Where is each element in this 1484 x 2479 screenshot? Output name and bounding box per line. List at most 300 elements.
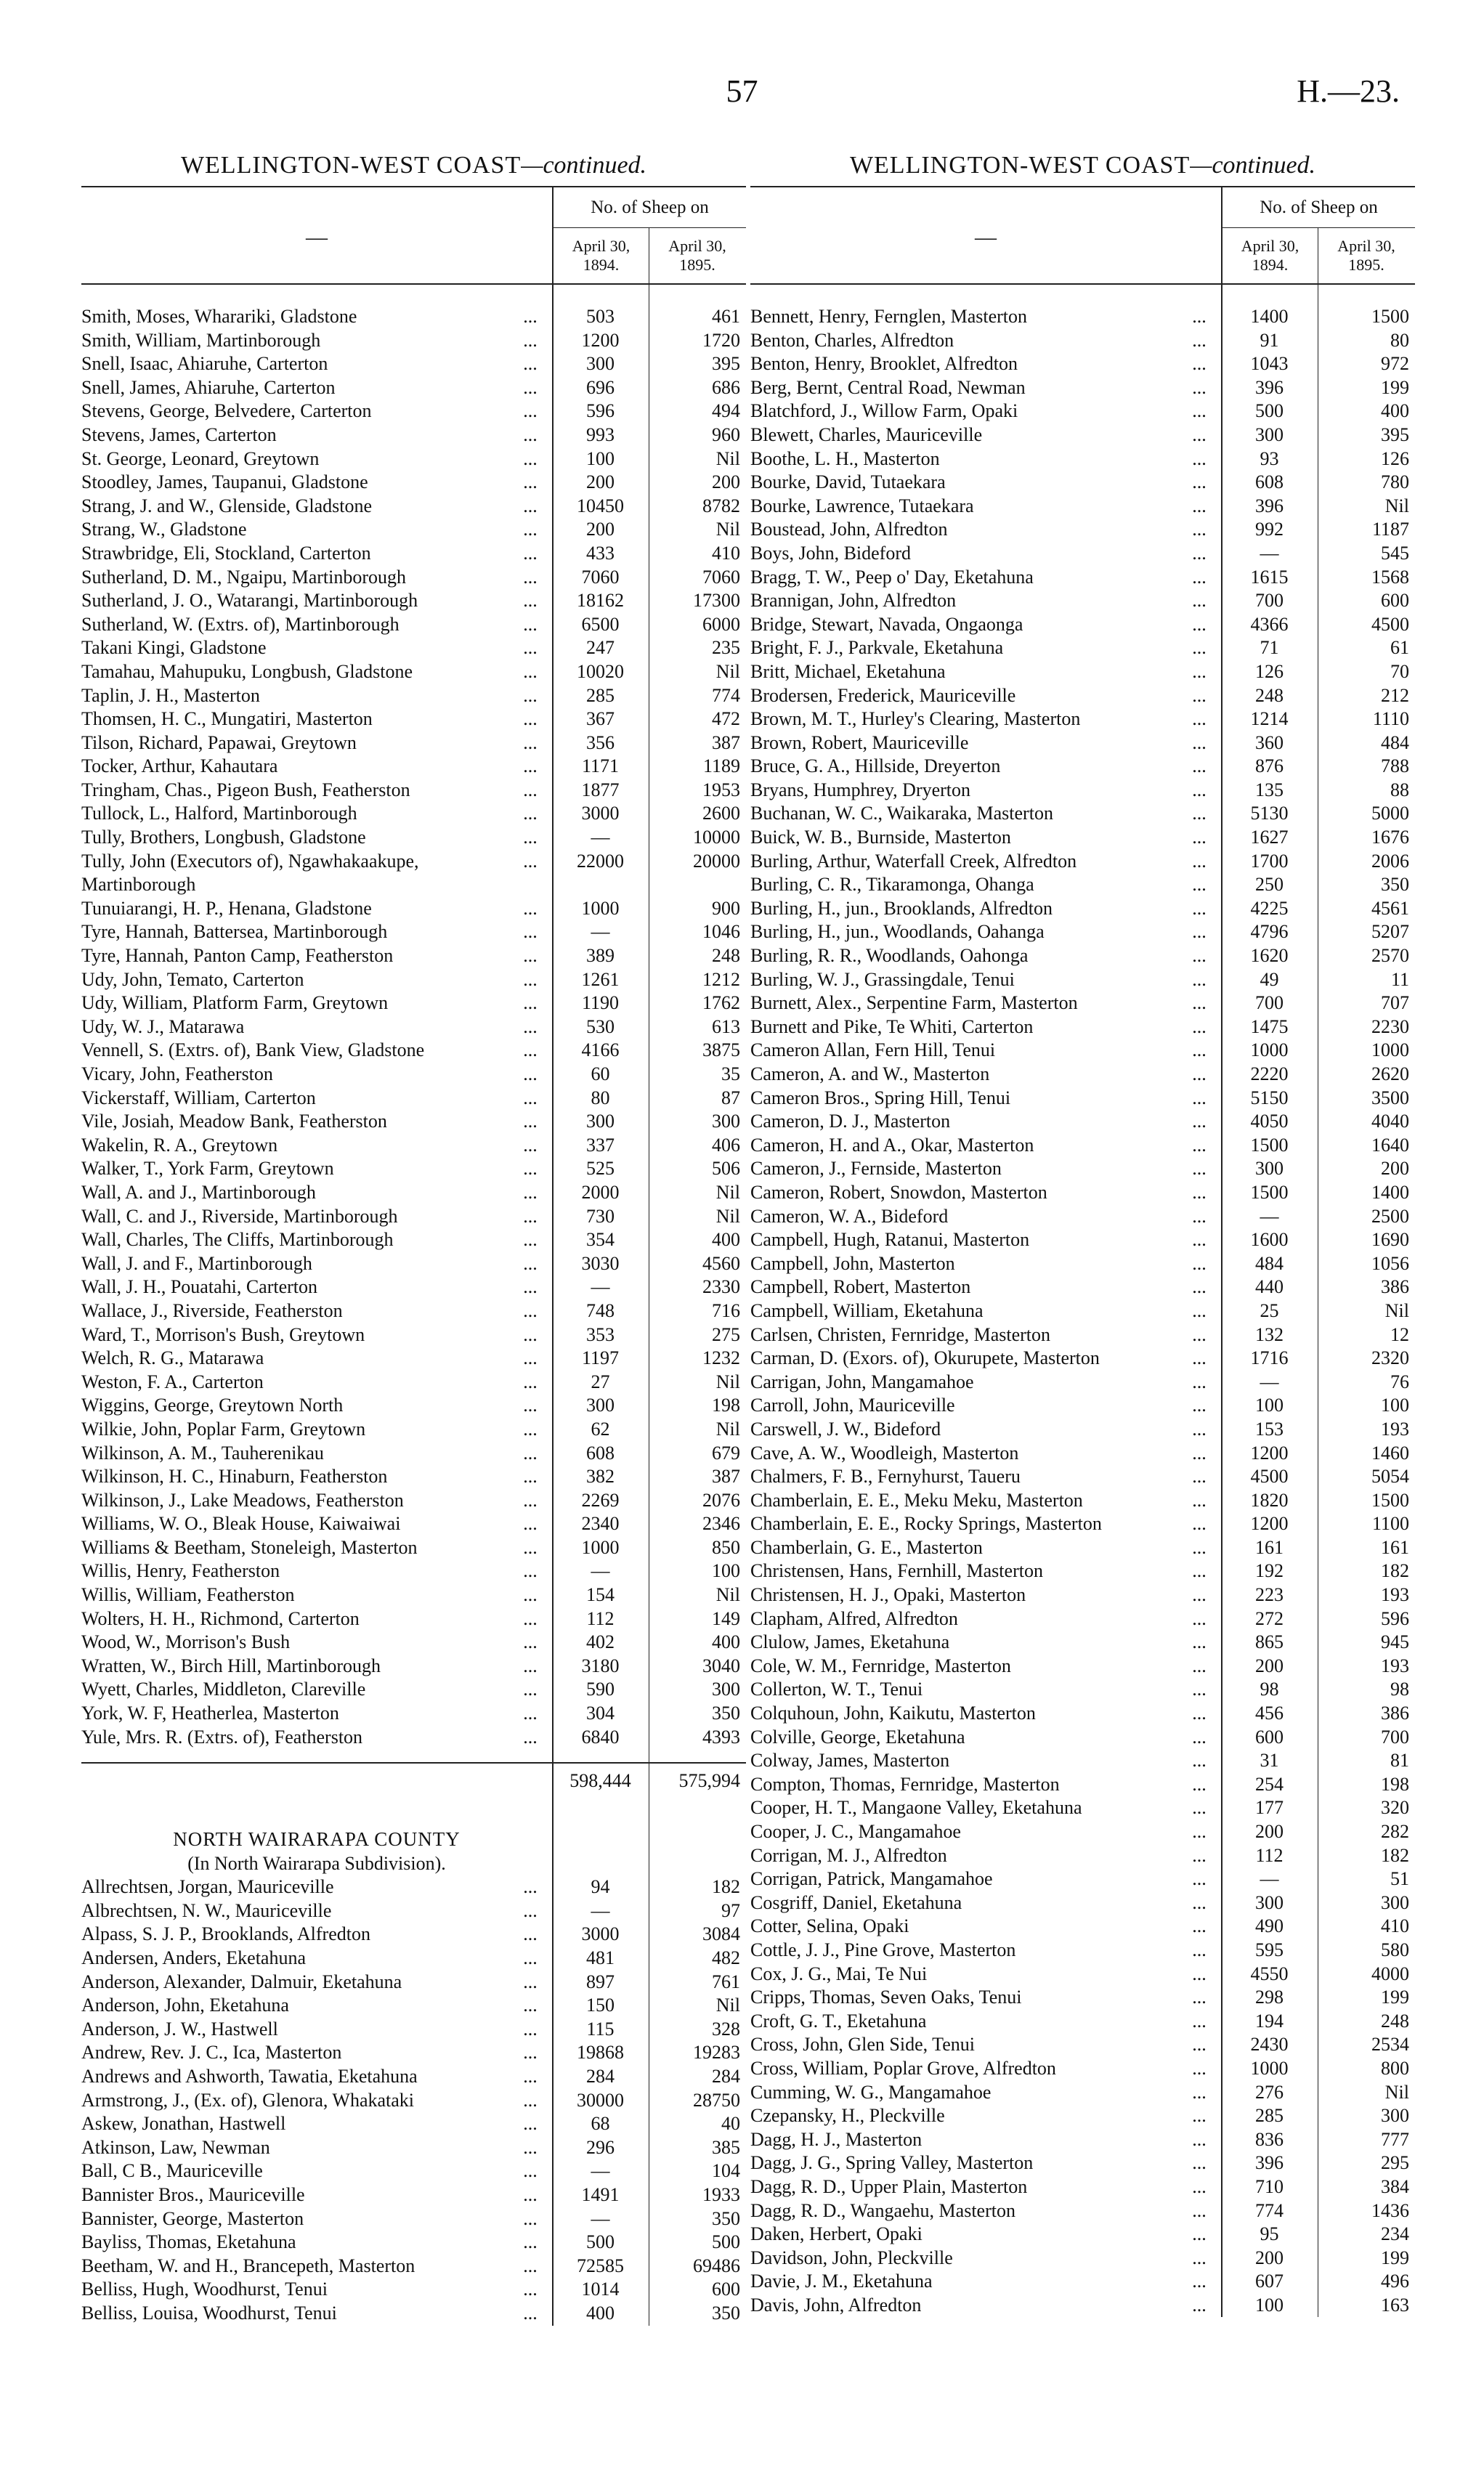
sheep-1894: 700 — [1255, 590, 1284, 612]
owner-name: Stevens, James, Carterton — [81, 423, 277, 445]
sheep-1894: 836 — [1255, 2128, 1284, 2150]
owner-name: Taplin, J. H., Masterton — [81, 684, 260, 706]
owner-name: Bryans, Humphrey, Dryerton — [750, 779, 971, 800]
table-row — [750, 447, 1415, 471]
sheep-1894: 72585 — [577, 2255, 624, 2276]
owner-name: Wilkinson, A. M., Tauherenikau — [81, 1442, 324, 1464]
table-row — [750, 1631, 1415, 1655]
owner-name: Clapham, Alfred, Alfredton — [750, 1607, 958, 1629]
owner-name: Cameron, J., Fernside, Masterton — [750, 1158, 1002, 1180]
table-row — [81, 352, 746, 376]
sheep-1894: 710 — [1255, 2175, 1284, 2197]
owner-name: Snell, James, Ahiaruhe, Carterton — [81, 376, 336, 398]
sheep-1894: — — [1260, 1868, 1279, 1890]
sheep-1894: 10020 — [577, 660, 624, 682]
sheep-1894: 1171 — [581, 755, 620, 777]
sheep-1894: — — [591, 1899, 610, 1921]
owner-name: Udy, W. J., Matarawa — [81, 1015, 245, 1037]
sheep-1895: 410 — [712, 542, 740, 564]
leader-dots: ... — [523, 708, 538, 730]
owner-name: Tringham, Chas., Pigeon Bush, Featherston — [81, 779, 410, 800]
owner-name: Anderson, Alexander, Dalmuir, Eketahuna — [81, 1971, 402, 1992]
sheep-1894: 1043 — [1250, 353, 1289, 375]
leader-dots: ... — [523, 1276, 538, 1298]
owner-name: Ward, T., Morrison's Bush, Greytown — [81, 1323, 365, 1345]
sheep-1894: 596 — [586, 400, 615, 422]
sheep-1894: 60 — [591, 1063, 610, 1084]
table-row — [750, 1275, 1415, 1299]
sheep-1894: 100 — [1255, 2294, 1284, 2316]
owner-name: Tully, Brothers, Longbush, Gladstone — [81, 827, 366, 848]
sheep-1894: — — [591, 2160, 610, 2182]
sheep-1894: 4500 — [1250, 1466, 1289, 1488]
owner-name: Carswell, J. W., Bideford — [750, 1418, 941, 1440]
sheep-1895: 282 — [1381, 1821, 1409, 1842]
sheep-1895: 80 — [1390, 329, 1409, 351]
leader-dots: ... — [523, 2136, 538, 2158]
left-year1-header: April 30, 1894. — [552, 228, 649, 283]
table-row — [750, 566, 1415, 590]
sheep-1895: 679 — [712, 1442, 740, 1464]
sheep-1895: 300 — [712, 1111, 740, 1132]
sheep-1895: 248 — [712, 945, 740, 967]
sheep-1894: 1000 — [1250, 2057, 1289, 2079]
sheep-1895: 387 — [712, 1466, 740, 1488]
table-row — [81, 566, 746, 590]
sheep-1894: 284 — [586, 2065, 615, 2087]
table-row — [81, 1607, 746, 1631]
sheep-1895: 76 — [1390, 1371, 1409, 1392]
sheep-1894: 150 — [586, 1995, 615, 2016]
owner-name: Vicary, John, Featherston — [81, 1063, 273, 1084]
owner-name: Brown, M. T., Hurley's Clearing, Masterton — [750, 708, 1081, 730]
sheep-1895: 777 — [1381, 2128, 1409, 2150]
leader-dots: ... — [1192, 2081, 1207, 2103]
sheep-1894: 22000 — [577, 850, 624, 872]
sheep-1895: 350 — [1381, 874, 1409, 896]
sheep-1894: 98 — [1260, 1679, 1279, 1700]
sheep-1894: 71 — [1260, 637, 1279, 659]
sheep-1894: 300 — [586, 1395, 615, 1416]
table-row — [81, 920, 746, 944]
sheep-1895: 163 — [1381, 2294, 1409, 2316]
owner-name: Czepansky, H., Pleckville — [750, 2105, 945, 2127]
sheep-1895: 161 — [1381, 1536, 1409, 1558]
leader-dots: ... — [523, 1323, 538, 1345]
sheep-1894: 200 — [586, 519, 615, 540]
owner-name: Benton, Charles, Alfredton — [750, 329, 954, 351]
leader-dots: ... — [1192, 1489, 1207, 1511]
sheep-1895: 395 — [712, 353, 740, 375]
table-row — [750, 2199, 1415, 2223]
leader-dots: ... — [1192, 1015, 1207, 1037]
table-row — [750, 2223, 1415, 2247]
leader-dots: ... — [1192, 1418, 1207, 1440]
table-row — [750, 944, 1415, 968]
owner-name: Davie, J. M., Eketahuna — [750, 2271, 933, 2292]
sheep-1895: 284 — [712, 2065, 740, 2087]
leader-dots: ... — [523, 1560, 538, 1582]
leader-dots: ... — [523, 1876, 538, 1898]
sheep-1895: 97 — [721, 1899, 740, 1921]
table-row — [750, 2128, 1415, 2152]
owner-name: Carman, D. (Exors. of), Okurupete, Masterton — [750, 1347, 1100, 1369]
owner-name: Anderson, John, Eketahuna — [81, 1995, 289, 2016]
table-row — [750, 613, 1415, 637]
sheep-1894: 360 — [1255, 731, 1284, 753]
sheep-1895: Nil — [715, 447, 740, 469]
owner-name: Andrews and Ashworth, Tawatia, Eketahuna — [81, 2065, 418, 2087]
owner-name: Cameron, W. A., Bideford — [750, 1205, 949, 1227]
table-row — [81, 399, 746, 423]
sheep-1894: 80 — [591, 1087, 610, 1108]
table-row — [750, 2151, 1415, 2175]
owner-name: Udy, John, Temato, Carterton — [81, 968, 304, 990]
owner-name: Buchanan, W. C., Waikaraka, Masterton — [750, 803, 1053, 824]
leader-dots: ... — [523, 803, 538, 824]
leader-dots: ... — [1192, 542, 1207, 564]
owner-name: Wall, Charles, The Cliffs, Martinborough — [81, 1229, 394, 1251]
owner-name: Boustead, John, Alfredton — [750, 519, 948, 540]
right-table-body — [750, 285, 1415, 2317]
leader-dots: ... — [1192, 306, 1207, 327]
sheep-1895: 482 — [712, 1947, 740, 1968]
table-row — [750, 1063, 1415, 1087]
sheep-1895: 613 — [712, 1015, 740, 1037]
leader-dots: ... — [1192, 613, 1207, 635]
owner-name: Bennett, Henry, Fernglen, Masterton — [750, 306, 1027, 327]
sheep-1894: 696 — [586, 376, 615, 398]
owner-name: Colville, George, Eketahuna — [750, 1726, 965, 1748]
owner-name: Tilson, Richard, Papawai, Greytown — [81, 731, 357, 753]
leader-dots: ... — [523, 1418, 538, 1440]
leader-dots: ... — [523, 1347, 538, 1369]
table-row — [81, 1110, 746, 1134]
sheep-1895: 2076 — [702, 1489, 740, 1511]
right-title-main: WELLINGTON-WEST COAST — [849, 152, 1191, 179]
total-1894: 598,444 — [569, 1770, 631, 1792]
document-code: H.—23. — [1297, 73, 1400, 109]
table-row — [750, 1559, 1415, 1583]
owner-name: Wallace, J., Riverside, Featherston — [81, 1299, 343, 1321]
leader-dots: ... — [1192, 1987, 1207, 2008]
owner-name: Chamberlain, E. E., Rocky Springs, Masterton — [750, 1513, 1102, 1535]
left-title-main: WELLINGTON-WEST COAST — [180, 152, 522, 179]
sheep-1895: 410 — [1381, 1915, 1409, 1937]
leader-dots: ... — [523, 1607, 538, 1629]
owner-name: Wall, J. and F., Martinborough — [81, 1252, 312, 1274]
table-row — [750, 826, 1415, 850]
leader-dots: ... — [523, 2113, 538, 2135]
owner-name: Stoodley, James, Taupanui, Gladstone — [81, 471, 368, 493]
owner-name: Cave, A. W., Woodleigh, Masterton — [750, 1442, 1019, 1464]
leader-dots: ... — [523, 1947, 538, 1968]
sheep-1894: 1877 — [581, 779, 620, 800]
sheep-1894: 396 — [1255, 2152, 1284, 2174]
sheep-1894: 1400 — [1250, 306, 1289, 327]
table-row — [81, 707, 746, 731]
table-row — [81, 1323, 746, 1347]
leader-dots: ... — [523, 637, 538, 659]
owner-name: Colquhoun, John, Kaikutu, Masterton — [750, 1703, 1036, 1724]
leader-dots: ... — [1192, 1560, 1207, 1582]
owner-name: Dagg, R. D., Wangaehu, Masterton — [750, 2199, 1015, 2221]
table-row — [81, 2018, 746, 2042]
leader-dots: ... — [1192, 1158, 1207, 1180]
sheep-1895: 472 — [712, 708, 740, 730]
sheep-1894: 1014 — [581, 2279, 620, 2300]
sheep-1895: 1046 — [702, 921, 740, 943]
owner-name: Compton, Thomas, Fernridge, Masterton — [750, 1773, 1060, 1795]
leader-dots: ... — [523, 353, 538, 375]
table-row — [750, 684, 1415, 708]
table-row — [750, 1749, 1415, 1773]
table-row — [750, 1939, 1415, 1963]
leader-dots: ... — [523, 1015, 538, 1037]
table-row — [81, 1994, 746, 2018]
owner-name: Buick, W. B., Burnside, Masterton — [750, 827, 1011, 848]
sheep-1895: 104 — [712, 2160, 740, 2182]
table-row — [750, 2294, 1415, 2318]
sheep-1895: 1676 — [1371, 827, 1409, 848]
table-row — [750, 1418, 1415, 1442]
table-row — [81, 660, 746, 684]
owner-name: Wyett, Charles, Middleton, Clareville — [81, 1679, 366, 1700]
sheep-1895: 320 — [1381, 1797, 1409, 1819]
leader-dots: ... — [523, 1205, 538, 1227]
sheep-1895: 193 — [1381, 1584, 1409, 1606]
table-row — [750, 755, 1415, 779]
owner-name: Christensen, Hans, Fernhill, Masterton — [750, 1560, 1043, 1582]
table-row — [81, 1923, 746, 1947]
owner-name: Albrechtsen, N. W., Mauriceville — [81, 1899, 332, 1921]
owner-name: Wilkinson, H. C., Hinaburn, Featherston — [81, 1466, 388, 1488]
sheep-1895: 200 — [1381, 1158, 1409, 1180]
left-column — [81, 145, 746, 2326]
owner-name: Brannigan, John, Alfredton — [750, 590, 957, 612]
owner-name: Croft, G. T., Eketahuna — [750, 2010, 927, 2032]
leader-dots: ... — [1192, 1655, 1207, 1676]
sheep-1895: 1110 — [1372, 708, 1409, 730]
sheep-1894: 300 — [1255, 423, 1284, 445]
sheep-1894: 10450 — [577, 495, 624, 516]
sheep-1894: 304 — [586, 1703, 615, 1724]
table-row — [750, 2057, 1415, 2081]
leader-dots: ... — [523, 731, 538, 753]
owner-name: Davis, John, Alfredton — [750, 2294, 922, 2316]
owner-name: Cole, W. M., Fernridge, Masterton — [750, 1655, 1011, 1676]
table-row — [750, 968, 1415, 992]
owner-name: Smith, Moses, Wharariki, Gladstone — [81, 306, 357, 327]
sheep-1895: 198 — [1381, 1773, 1409, 1795]
leader-dots: ... — [1192, 1299, 1207, 1321]
sheep-1895: 1000 — [1371, 1039, 1409, 1061]
sheep-1894: 4166 — [581, 1039, 620, 1061]
sheep-1895: 1953 — [702, 779, 740, 800]
sheep-1895: 600 — [712, 2279, 740, 2300]
sheep-1895: 1933 — [702, 2183, 740, 2205]
table-row — [81, 471, 746, 495]
owner-name: Daken, Herbert, Opaki — [750, 2223, 923, 2245]
sheep-1895: 2006 — [1371, 850, 1409, 872]
sheep-1895: 300 — [1381, 1891, 1409, 1913]
leader-dots: ... — [1192, 1891, 1207, 1913]
table-row — [750, 1205, 1415, 1229]
table-row — [750, 1583, 1415, 1607]
table-row — [81, 1726, 746, 1750]
leader-dots: ... — [1192, 874, 1207, 896]
owner-name: Williams, W. O., Bleak House, Kaiwaiwai — [81, 1513, 401, 1535]
sheep-1894: — — [591, 827, 610, 848]
leader-dots: ... — [523, 447, 538, 469]
table-row — [750, 2104, 1415, 2128]
leader-dots: ... — [1192, 1607, 1207, 1629]
table-row — [81, 684, 746, 708]
owner-name: Allrechtsen, Jorgan, Mauriceville — [81, 1876, 334, 1898]
sheep-1895: 200 — [712, 471, 740, 493]
table-row — [750, 1726, 1415, 1750]
table-row — [81, 589, 746, 613]
sheep-1894: 31 — [1260, 1750, 1279, 1772]
owner-name: Bright, F. J., Parkvale, Eketahuna — [750, 637, 1004, 659]
leader-dots: ... — [1192, 1773, 1207, 1795]
sheep-1895: 1690 — [1371, 1229, 1409, 1251]
owner-name: Sutherland, J. O., Watarangi, Martinborough — [81, 590, 418, 612]
owner-name: Wall, C. and J., Riverside, Martinborough — [81, 1205, 398, 1227]
table-row — [81, 1371, 746, 1395]
sheep-1894: 490 — [1255, 1915, 1284, 1937]
table-row — [81, 1418, 746, 1442]
leader-dots: ... — [523, 566, 538, 588]
sheep-1895: 51 — [1390, 1868, 1409, 1890]
sheep-1895: 193 — [1381, 1418, 1409, 1440]
table-row — [81, 2302, 746, 2326]
owner-name: Christensen, H. J., Opaki, Masterton — [750, 1584, 1026, 1606]
leader-dots: ... — [1192, 471, 1207, 493]
owner-name: Udy, William, Platform Farm, Greytown — [81, 992, 389, 1014]
table-row — [81, 2159, 746, 2183]
right-title-continued: —continued. — [1190, 152, 1316, 179]
table-row — [750, 1347, 1415, 1371]
sheep-1894: 1000 — [581, 897, 620, 919]
owner-name: York, W. F, Heatherlea, Masterton — [81, 1703, 339, 1724]
sheep-1895: 300 — [712, 1679, 740, 1700]
sheep-1894: 247 — [586, 637, 615, 659]
leader-dots: ... — [523, 1584, 538, 1606]
sheep-1894: 126 — [1255, 660, 1284, 682]
owner-name: Dagg, H. J., Masterton — [750, 2128, 923, 2150]
table-row — [81, 1181, 746, 1205]
sheep-1895: 126 — [1381, 447, 1409, 469]
owner-name: Cameron, D. J., Masterton — [750, 1111, 951, 1132]
table-row — [750, 2010, 1415, 2034]
leader-dots: ... — [1192, 353, 1207, 375]
table-row — [81, 636, 746, 660]
owner-name: Bragg, T. W., Peep o' Day, Eketahuna — [750, 566, 1034, 588]
leader-dots: ... — [1192, 1205, 1207, 1227]
table-row — [750, 1891, 1415, 1915]
leader-dots: ... — [1192, 2128, 1207, 2150]
owner-name: Tyre, Hannah, Panton Camp, Featherston — [81, 945, 394, 967]
sheep-1895: 4560 — [702, 1252, 740, 1274]
table-row — [750, 2175, 1415, 2199]
sheep-1895: 386 — [1381, 1703, 1409, 1724]
table-row — [750, 1228, 1415, 1252]
sheep-1894: 7060 — [581, 566, 620, 588]
sheep-1895: 1400 — [1371, 1181, 1409, 1203]
leader-dots: ... — [1192, 897, 1207, 919]
table-row — [81, 1465, 746, 1489]
leader-dots: ... — [523, 2302, 538, 2324]
sheep-1895: Nil — [1384, 495, 1409, 516]
owner-name: Cameron Bros., Spring Hill, Tenui — [750, 1087, 1011, 1108]
sheep-1894: 456 — [1255, 1703, 1284, 1724]
leader-dots: ... — [1192, 1631, 1207, 1653]
leader-dots: ... — [1192, 1939, 1207, 1960]
leader-dots: ... — [1192, 708, 1207, 730]
leader-dots: ... — [523, 1442, 538, 1464]
table-row — [81, 1442, 746, 1466]
owner-name: Davidson, John, Pleckville — [750, 2247, 953, 2268]
leader-dots: ... — [523, 1111, 538, 1132]
owner-name: Tocker, Arthur, Kahautara — [81, 755, 278, 777]
sheep-1894: 250 — [1255, 874, 1284, 896]
table-row — [81, 376, 746, 400]
owner-name: Campbell, Robert, Masterton — [750, 1276, 971, 1298]
sheep-1894: 27 — [591, 1371, 610, 1392]
sheep-1895: Nil — [715, 1418, 740, 1440]
sheep-1894: 194 — [1255, 2010, 1284, 2032]
table-row — [81, 2231, 746, 2255]
sheep-1894: 153 — [1255, 1418, 1284, 1440]
sheep-1895: 40 — [721, 2113, 740, 2135]
leader-dots: ... — [523, 2231, 538, 2253]
leader-dots: ... — [1192, 2175, 1207, 2197]
owner-name: Welch, R. G., Matarawa — [81, 1347, 264, 1369]
table-row — [81, 1205, 746, 1229]
sheep-1894: 389 — [586, 945, 615, 967]
sheep-1894: 2430 — [1250, 2034, 1289, 2056]
table-row — [750, 1915, 1415, 1939]
owner-name: Carroll, John, Mauriceville — [750, 1395, 955, 1416]
owner-name: Wratten, W., Birch Hill, Martinborough — [81, 1655, 381, 1676]
table-row — [81, 2207, 746, 2231]
owner-name: Strang, W., Gladstone — [81, 519, 247, 540]
sheep-1894: — — [591, 2207, 610, 2229]
sheep-1894: 1200 — [1250, 1513, 1289, 1535]
leader-dots: ... — [1192, 2105, 1207, 2127]
sheep-1895: 2230 — [1371, 1015, 1409, 1037]
owner-name: Vile, Josiah, Meadow Bank, Featherston — [81, 1111, 387, 1132]
table-row — [81, 802, 746, 826]
owner-name: Cooper, J. C., Mangamahoe — [750, 1821, 961, 1842]
sheep-1894: 4550 — [1250, 1963, 1289, 1984]
sheep-1895: 4393 — [702, 1726, 740, 1748]
table-row — [81, 495, 746, 519]
table-row — [81, 944, 746, 968]
sheep-1895: 1762 — [702, 992, 740, 1014]
owner-name: Askew, Jonathan, Hastwell — [81, 2113, 286, 2135]
table-row — [81, 1347, 746, 1371]
table-row — [750, 2033, 1415, 2057]
table-row — [750, 1252, 1415, 1276]
sheep-1895: 61 — [1390, 637, 1409, 659]
page-number: 57 — [726, 73, 758, 109]
owner-name: Clulow, James, Eketahuna — [750, 1631, 950, 1653]
table-row — [81, 1228, 746, 1252]
sheep-1895: 506 — [712, 1158, 740, 1180]
sheep-1894: — — [1260, 1205, 1279, 1227]
